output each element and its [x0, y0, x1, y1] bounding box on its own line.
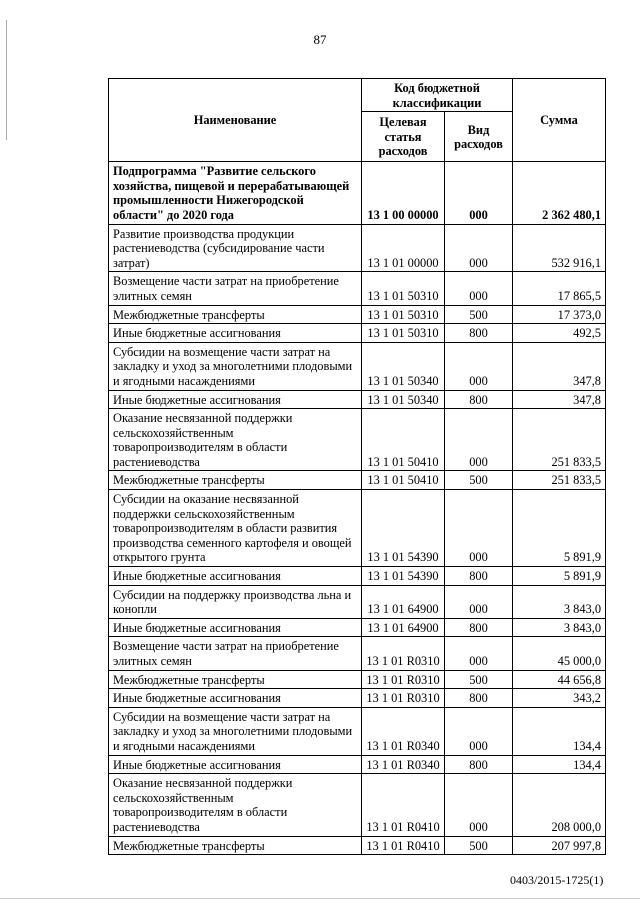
- table-row: [109, 342, 606, 390]
- row-name: Субсидии на возмещение части затрат на закладку и уход за многолетними плодовыми и ягодными насаждениями: [109, 707, 362, 755]
- row-name: Иные бюджетные ассигнования: [109, 567, 362, 586]
- row-target-item: 13 1 01 R0410: [362, 836, 445, 855]
- row-name: Межбюджетные трансферты: [109, 836, 362, 855]
- table-row: [109, 637, 606, 670]
- row-name: Иные бюджетные ассигнования: [109, 755, 362, 774]
- row-expense-type: 500: [445, 471, 513, 490]
- table-row: [109, 585, 606, 618]
- row-sum: 134,4: [513, 755, 606, 774]
- row-sum: 207 997,8: [513, 836, 606, 855]
- row-target-item: 13 1 01 00000: [362, 224, 445, 272]
- header-name: Наименование: [109, 79, 362, 162]
- row-target-item: 13 1 00 00000: [362, 162, 445, 224]
- row-expense-type: 000: [445, 409, 513, 471]
- row-name: Иные бюджетные ассигнования: [109, 618, 362, 637]
- row-expense-type: 000: [445, 490, 513, 567]
- row-sum: 532 916,1: [513, 224, 606, 272]
- row-sum: 347,8: [513, 390, 606, 409]
- row-target-item: 13 1 01 50410: [362, 409, 445, 471]
- row-sum: 5 891,9: [513, 567, 606, 586]
- row-sum: 347,8: [513, 342, 606, 390]
- row-sum: 17 865,5: [513, 272, 606, 305]
- row-expense-type: 800: [445, 390, 513, 409]
- row-expense-type: 000: [445, 637, 513, 670]
- row-name: Возмещение части затрат на приобретение элитных семян: [109, 272, 362, 305]
- row-target-item: 13 1 01 50340: [362, 342, 445, 390]
- table-row: [109, 567, 606, 586]
- row-sum: 134,4: [513, 707, 606, 755]
- row-target-item: 13 1 01 50410: [362, 471, 445, 490]
- row-name: Межбюджетные трансферты: [109, 471, 362, 490]
- row-target-item: 13 1 01 R0340: [362, 755, 445, 774]
- row-target-item: 13 1 01 64900: [362, 585, 445, 618]
- row-expense-type: 000: [445, 342, 513, 390]
- row-name: Подпрограмма "Развитие сельского хозяйства, пищевой и перерабатывающей промышленности Нижегородской области" до 2020 года: [109, 162, 362, 224]
- header-target-item: Целевая статья расходов: [362, 112, 445, 162]
- table-row: [109, 836, 606, 855]
- row-sum: 251 833,5: [513, 409, 606, 471]
- bottom-rule: [0, 898, 640, 899]
- header-sum: Сумма: [513, 79, 606, 162]
- row-target-item: 13 1 01 54390: [362, 567, 445, 586]
- row-expense-type: 000: [445, 774, 513, 836]
- table-row: [109, 272, 606, 305]
- header-code-group: Код бюджетной классификации: [362, 79, 513, 112]
- row-target-item: 13 1 01 54390: [362, 490, 445, 567]
- table-row: [109, 689, 606, 708]
- row-expense-type: 800: [445, 324, 513, 343]
- row-target-item: 13 1 01 R0310: [362, 637, 445, 670]
- row-target-item: 13 1 01 50310: [362, 272, 445, 305]
- table-row: [109, 305, 606, 324]
- row-sum: 3 843,0: [513, 585, 606, 618]
- row-sum: 5 891,9: [513, 490, 606, 567]
- table-row: [109, 409, 606, 471]
- row-sum: 2 362 480,1: [513, 162, 606, 224]
- row-target-item: 13 1 01 R0410: [362, 774, 445, 836]
- row-name: Оказание несвязанной поддержки сельскохозяйственным товаропроизводителям в области растениеводства: [109, 409, 362, 471]
- row-name: Возмещение части затрат на приобретение элитных семян: [109, 637, 362, 670]
- row-sum: 44 656,8: [513, 670, 606, 689]
- row-name: Иные бюджетные ассигнования: [109, 689, 362, 708]
- row-name: Иные бюджетные ассигнования: [109, 324, 362, 343]
- row-sum: 343,2: [513, 689, 606, 708]
- row-target-item: 13 1 01 R0310: [362, 689, 445, 708]
- row-target-item: 13 1 01 R0310: [362, 670, 445, 689]
- row-name: Межбюджетные трансферты: [109, 670, 362, 689]
- row-target-item: 13 1 01 R0340: [362, 707, 445, 755]
- row-name: Субсидии на возмещение части затрат на закладку и уход за многолетними плодовыми и ягодными насаждениями: [109, 342, 362, 390]
- table-row: [109, 755, 606, 774]
- row-expense-type: 500: [445, 836, 513, 855]
- header-expense-type: Вид расходов: [445, 112, 513, 162]
- table-row: [109, 162, 606, 224]
- row-sum: 208 000,0: [513, 774, 606, 836]
- row-target-item: 13 1 01 50310: [362, 305, 445, 324]
- row-expense-type: 800: [445, 755, 513, 774]
- row-expense-type: 800: [445, 567, 513, 586]
- row-expense-type: 000: [445, 707, 513, 755]
- table-row: [109, 774, 606, 836]
- row-name: Субсидии на поддержку производства льна и конопли: [109, 585, 362, 618]
- table-row: [109, 471, 606, 490]
- table-row: [109, 670, 606, 689]
- row-name: Развитие производства продукции растениеводства (субсидирование части затрат): [109, 224, 362, 272]
- row-expense-type: 500: [445, 305, 513, 324]
- row-sum: 17 373,0: [513, 305, 606, 324]
- table-row: [109, 224, 606, 272]
- table-row: [109, 390, 606, 409]
- row-name: Субсидии на оказание несвязанной поддержки сельскохозяйственным товаропроизводителям в области развития производства семенного картофеля и овощей открытого грунта: [109, 490, 362, 567]
- row-expense-type: 000: [445, 585, 513, 618]
- row-name: Оказание несвязанной поддержки сельскохозяйственным товаропроизводителям в области растениеводства: [109, 774, 362, 836]
- document-code: 0403/2015-1725(1): [510, 873, 604, 887]
- row-expense-type: 500: [445, 670, 513, 689]
- table-row: [109, 618, 606, 637]
- table-row: [109, 490, 606, 567]
- row-expense-type: 000: [445, 224, 513, 272]
- row-target-item: 13 1 01 50340: [362, 390, 445, 409]
- row-name: Иные бюджетные ассигнования: [109, 390, 362, 409]
- row-sum: 251 833,5: [513, 471, 606, 490]
- page-number: 87: [313, 32, 327, 47]
- row-target-item: 13 1 01 50310: [362, 324, 445, 343]
- row-name: Межбюджетные трансферты: [109, 305, 362, 324]
- row-expense-type: 000: [445, 162, 513, 224]
- row-sum: 3 843,0: [513, 618, 606, 637]
- row-sum: 45 000,0: [513, 637, 606, 670]
- row-expense-type: 800: [445, 689, 513, 708]
- table-row: [109, 324, 606, 343]
- budget-table: [108, 78, 606, 855]
- row-expense-type: 800: [445, 618, 513, 637]
- row-sum: 492,5: [513, 324, 606, 343]
- row-target-item: 13 1 01 64900: [362, 618, 445, 637]
- row-expense-type: 000: [445, 272, 513, 305]
- table-row: [109, 707, 606, 755]
